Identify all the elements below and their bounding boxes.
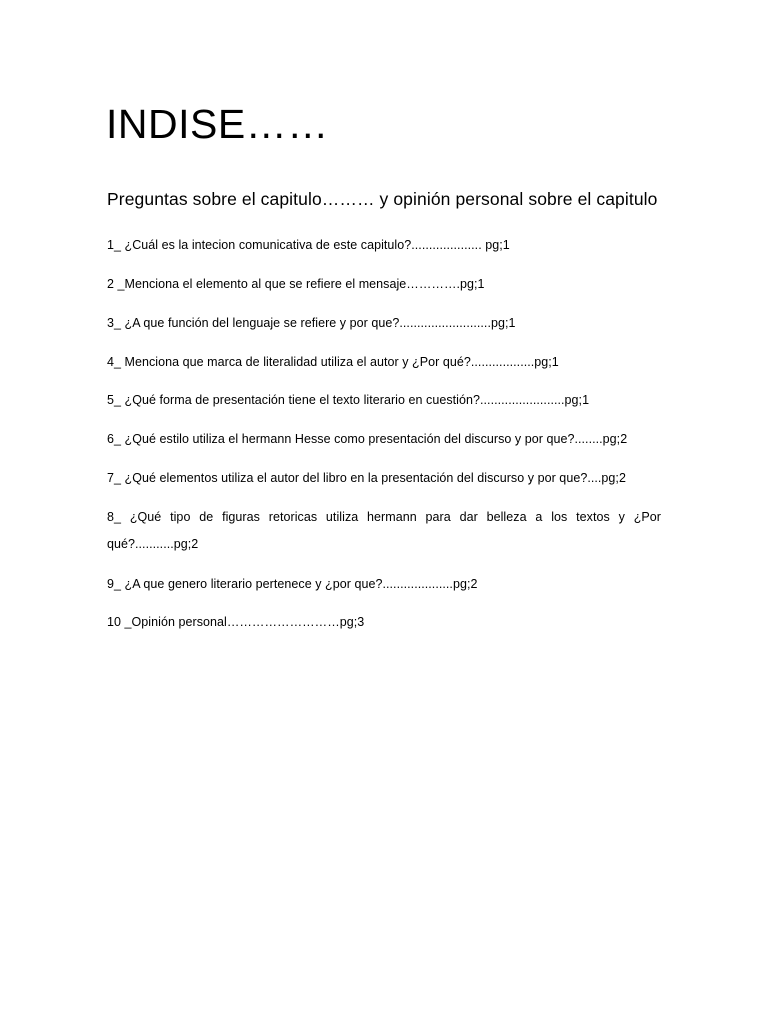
index-item-8: 8_ ¿Qué tipo de figuras retoricas utiliza hermann para dar belleza a los textos y ¿Por qué?...........pg;2	[107, 510, 661, 551]
index-item-10: 10 _Opinión personal………………………pg;3	[107, 615, 365, 629]
page-subtitle: Preguntas sobre el capitulo……… y opinión personal sobre el capitulo	[107, 189, 658, 209]
index-item-4: 4_ Menciona que marca de literalidad utiliza el autor y ¿Por qué?..................pg;1	[107, 355, 559, 369]
index-item-9: 9_ ¿A que genero literario pertenece y ¿por que?....................pg;2	[107, 577, 478, 591]
index-item-1: 1_ ¿Cuál es la intecion comunicativa de este capitulo?.................... pg;1	[107, 238, 510, 252]
index-item-2: 2 _Menciona el elemento al que se refiere el mensaje………….pg;1	[107, 277, 485, 291]
index-item-5: 5_ ¿Qué forma de presentación tiene el texto literario en cuestión?........................pg;1	[107, 393, 590, 407]
index-item-3: 3_ ¿A que función del lenguaje se refiere y por que?..........................pg;1	[107, 316, 516, 330]
page-title: INDISE……	[106, 101, 329, 147]
index-item-6: 6_ ¿Qué estilo utiliza el hermann Hesse como presentación del discurso y por que?........pg;2	[107, 432, 628, 446]
index-item-7: 7_ ¿Qué elementos utiliza el autor del libro en la presentación del discurso y por que?....pg;2	[107, 471, 626, 485]
